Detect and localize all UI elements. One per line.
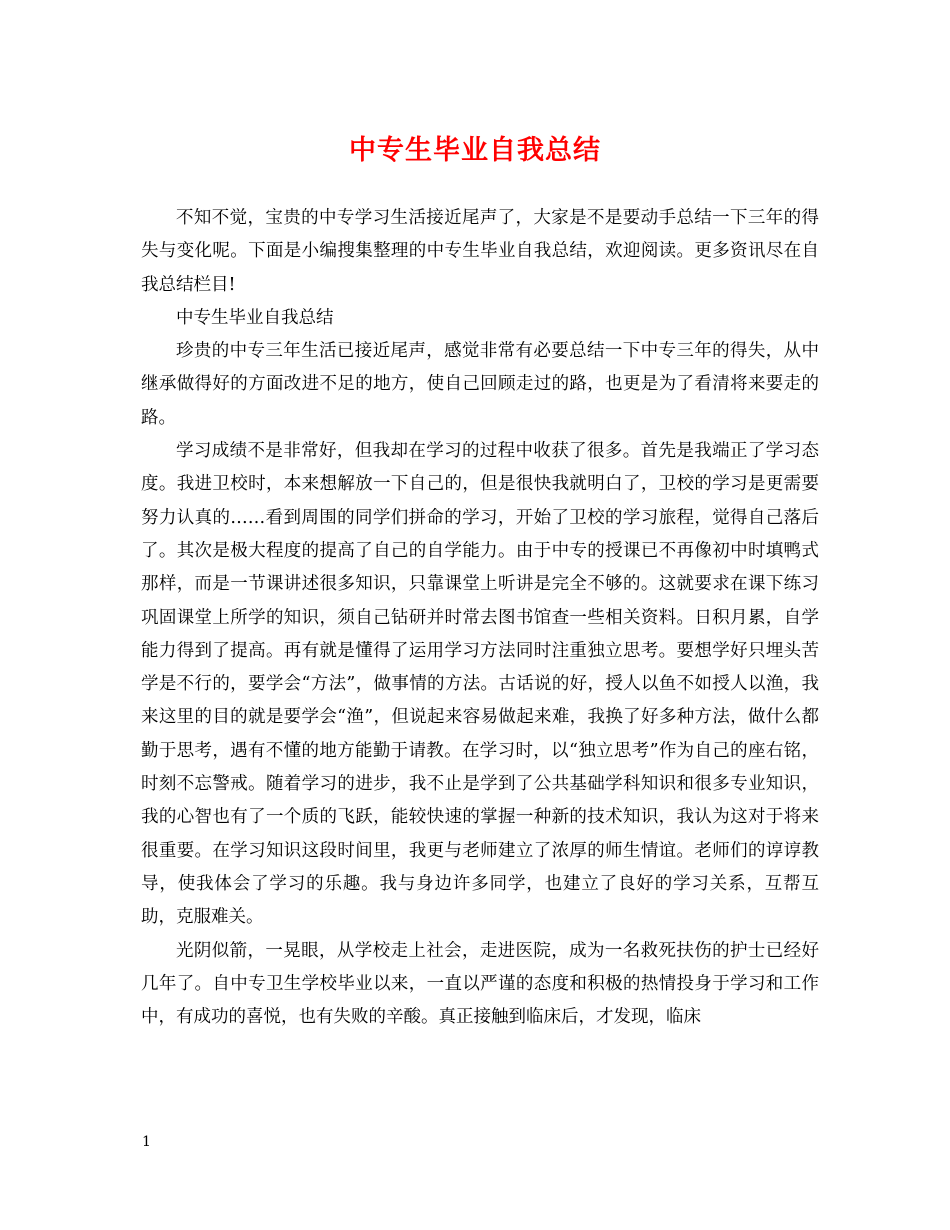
body-paragraph: 珍贵的中专三年生活已接近尾声，感觉非常有必要总结一下中专三年的得失，从中继承做得好的方面改进不足的地方，使自己回顾走过的路，也更是为了看清将来要走的路。	[141, 341, 819, 428]
body-paragraph: 学习成绩不是非常好，但我却在学习的过程中收获了很多。首先是我端正了学习态度。我进卫校时，本来想解放一下自己的，但是很快我就明白了，卫校的学习是更需要努力认真的……看到周围的同学们拼命的学习，开始了卫校的学习旅程，觉得自己落后了。其次是极大程度的提高了自己的自学能力。由于中专的授课已不再像初中时填鸭式那样，而是一节课讲述很多知识，只靠课堂上听讲是完全不够的。这就要求在课下练习巩固课堂上所学的知识，须自己钻研并时常去图书馆查一些相关资料。日积月累，自学能力得到了提高。再有就是懂得了运用学习方法同时注重独立思考。要想学好只埋头苦学是不行的，要学会“方法”，做事情的方法。古话说的好，授人以鱼不如授人以渔，我来这里的目的就是要学会“渔”，但说起来容易做起来难，我换了好多种方法，做什么都勤于思考，遇有不懂的地方能勤于请教。在学习时，以“独立思考”作为自己的座右铭，时刻不忘警戒。随着学习的进步，我不止是学到了公共基础学科知识和很多专业知识，我的心智也有了一个质的飞跃，能较快速的掌握一种新的技术知识，我认为这对于将来很重要。在学习知识这段时间里，我更与老师建立了浓厚的师生情谊。老师们的谆谆教导，使我体会了学习的乐趣。我与身边许多同学，也建立了良好的学习关系，互帮互助，克服难关。	[141, 441, 819, 928]
section-heading: 中专生毕业自我总结	[176, 307, 334, 328]
document-title: 中专生毕业自我总结	[349, 135, 601, 166]
document-body	[141, 202, 819, 1034]
page-number: 1	[142, 1134, 151, 1150]
body-paragraph: 光阴似箭，一晃眼，从学校走上社会，走进医院，成为一名救死扶伤的护士已经好几年了。自中专卫生学校毕业以来，一直以严谨的态度和积极的热情投身于学习和工作中，有成功的喜悦，也有失败的辛酸。真正接触到临床后，才发现，临床	[141, 940, 819, 1028]
intro-paragraph: 不知不觉，宝贵的中专学习生活接近尾声了，大家是不是要动手总结一下三年的得失与变化呢。下面是小编搜集整理的中专生毕业自我总结，欢迎阅读。更多资讯尽在自我总结栏目!	[141, 208, 819, 295]
